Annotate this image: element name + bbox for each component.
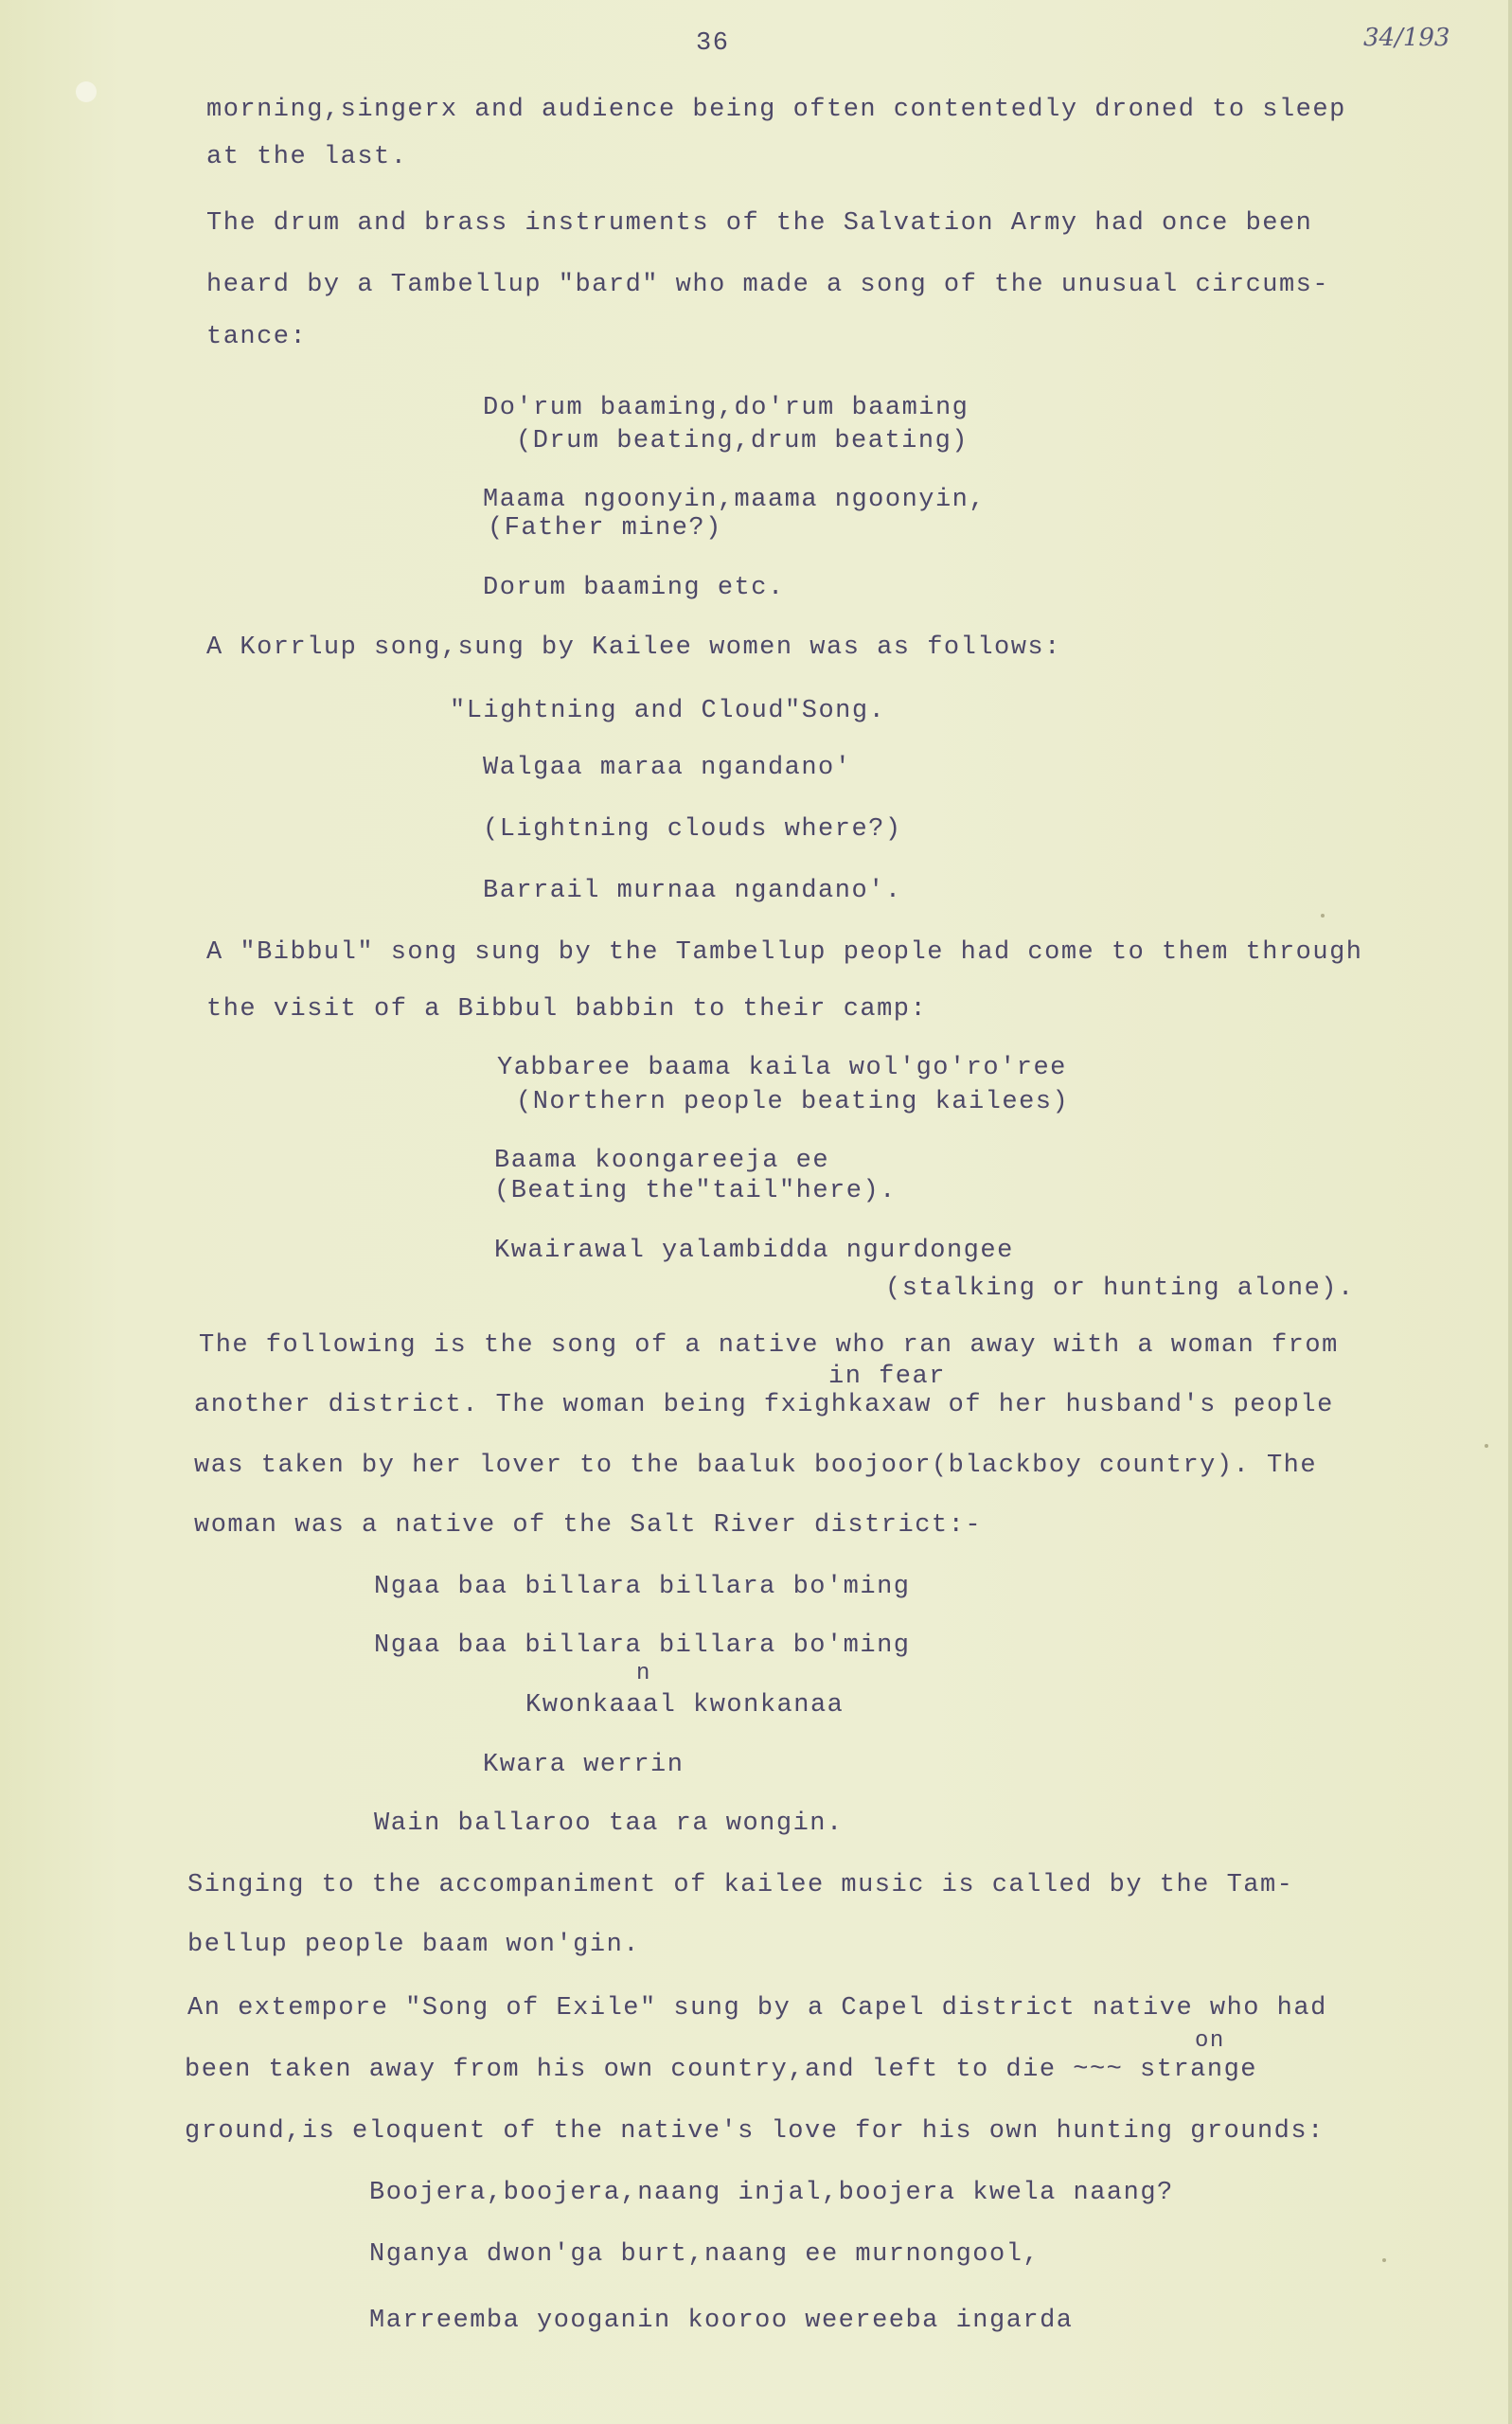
song-line: Nganya dwon'ga burt,naang ee murnongool,: [369, 2240, 1041, 2269]
text-line: another district. The woman being fxighkaxaw of her husband's people: [194, 1391, 1334, 1419]
text-line: tance:: [206, 323, 308, 351]
punch-hole: [76, 81, 97, 102]
song-line: Boojera,boojera,naang injal,boojera kwela naang?: [369, 2179, 1174, 2207]
text-line: heard by a Tambellup "bard" who made a song of the unusual circums-: [206, 271, 1330, 299]
song-line: Ngaa baa billara billara bo'ming: [374, 1573, 911, 1601]
handwritten-correction: on: [1195, 2028, 1225, 2054]
text-line: been taken away from his own country,and left to die ~~~ strange: [185, 2056, 1257, 2084]
song-translation: (stalking or hunting alone).: [885, 1274, 1355, 1303]
interlinear-insertion: in fear: [828, 1363, 946, 1391]
text-line: the visit of a Bibbul babbin to their camp:: [206, 995, 928, 1024]
song-line: Barrail murnaa ngandano'.: [483, 877, 902, 905]
song-translation: (Beating the"tail"here).: [494, 1177, 897, 1205]
song-line: Wain ballaroo taa ra wongin.: [374, 1809, 844, 1838]
paper-speck: [1321, 914, 1325, 918]
song-line: Walgaa maraa ngandano': [483, 754, 852, 782]
page-number: 36: [696, 29, 730, 58]
song-translation: (Northern people beating kailees): [516, 1088, 1070, 1116]
text-line: Singing to the accompaniment of kailee music is called by the Tam-: [187, 1871, 1294, 1899]
song-line: Baama koongareeja ee: [494, 1147, 830, 1175]
text-line: at the last.: [206, 143, 408, 171]
song-line: Maama ngoonyin,maama ngoonyin,: [483, 486, 987, 514]
text-line: The following is the song of a native who ran away with a woman from: [199, 1331, 1339, 1360]
song-line: Kwonkaaal kwonkanaa: [525, 1691, 845, 1720]
song-line: Kwara werrin: [483, 1751, 685, 1779]
text-line: ground,is eloquent of the native's love for his own hunting grounds:: [185, 2117, 1325, 2146]
text-line: morning,singerx and audience being often contentedly droned to sleep: [206, 96, 1346, 124]
song-line: Dorum baaming etc.: [483, 574, 785, 602]
text-line: bellup people baam won'gin.: [187, 1931, 640, 1959]
text-line: was taken by her lover to the baaluk boojoor(blackboy country). The: [194, 1452, 1318, 1480]
song-line: Yabbaree baama kaila wol'go'ro'ree: [497, 1054, 1067, 1082]
text-line: The drum and brass instruments of the Salvation Army had once been: [206, 209, 1313, 238]
song-line: Marreemba yooganin kooroo weereeba ingarda: [369, 2307, 1074, 2335]
paper-speck: [1382, 2258, 1386, 2262]
song-line: Do'rum baaming,do'rum baaming: [483, 394, 969, 422]
song-title: "Lightning and Cloud"Song.: [450, 697, 886, 725]
song-line: Kwairawal yalambidda ngurdongee: [494, 1237, 1014, 1265]
song-translation: (Lightning clouds where?): [483, 815, 902, 844]
paper-speck: [1485, 1444, 1488, 1448]
text-line: A "Bibbul" song sung by the Tambellup people had come to them through: [206, 938, 1363, 967]
text-line: A Korrlup song,sung by Kailee women was as follows:: [206, 633, 1061, 662]
song-translation: (Father mine?): [488, 514, 722, 543]
text-line: An extempore "Song of Exile" sung by a Capel district native who had: [187, 1994, 1327, 2023]
song-line: Ngaa baa billara billara bo'ming: [374, 1631, 911, 1660]
archive-reference: 34/193: [1363, 24, 1450, 52]
text-line: woman was a native of the Salt River district:-: [194, 1511, 983, 1540]
handwritten-correction: n: [636, 1661, 651, 1686]
song-translation: (Drum beating,drum beating): [516, 427, 969, 455]
